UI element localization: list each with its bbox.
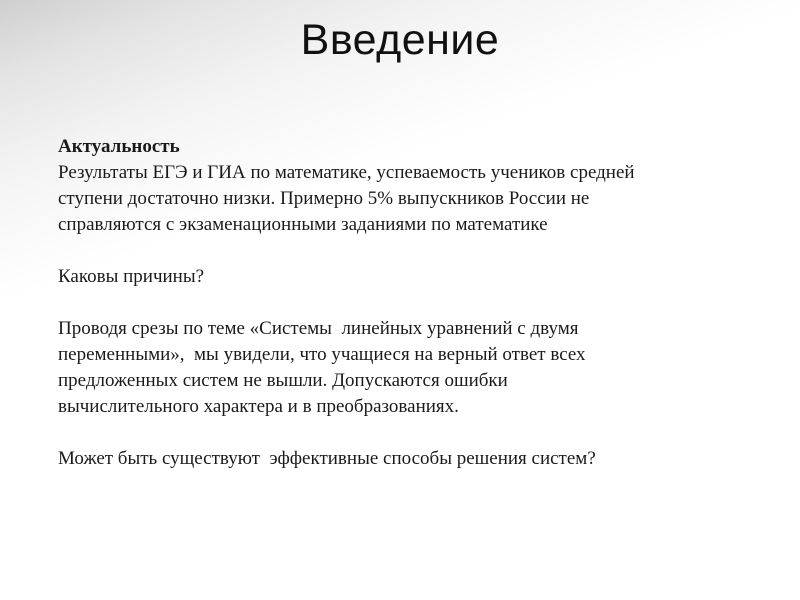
paragraph-line: переменными», мы увидели, что учащиеся на верный ответ всех bbox=[58, 344, 586, 365]
slide-content bbox=[58, 134, 758, 472]
spacer bbox=[58, 420, 758, 446]
spacer bbox=[58, 290, 758, 316]
slide-title: Введение bbox=[300, 16, 500, 64]
paragraph-line: справляются с экзаменационными заданиями по математике bbox=[58, 214, 548, 235]
paragraph-line: Проводя срезы по теме «Системы линейных уравнений с двумя bbox=[58, 318, 579, 339]
closing-question: Может быть существуют эффективные способы решения систем? bbox=[58, 448, 596, 469]
section-heading: Актуальность bbox=[58, 136, 180, 157]
spacer bbox=[58, 238, 758, 264]
paragraph-line: ступени достаточно низки. Примерно 5% выпускников России не bbox=[58, 188, 590, 209]
paragraph-line: вычислительного характера и в преобразованиях. bbox=[58, 396, 459, 417]
paragraph-line: предложенных систем не вышли. Допускаются ошибки bbox=[58, 370, 508, 391]
paragraph-line: Результаты ЕГЭ и ГИА по математике, успеваемость учеников средней bbox=[58, 162, 635, 183]
question-text: Каковы причины? bbox=[58, 266, 205, 287]
